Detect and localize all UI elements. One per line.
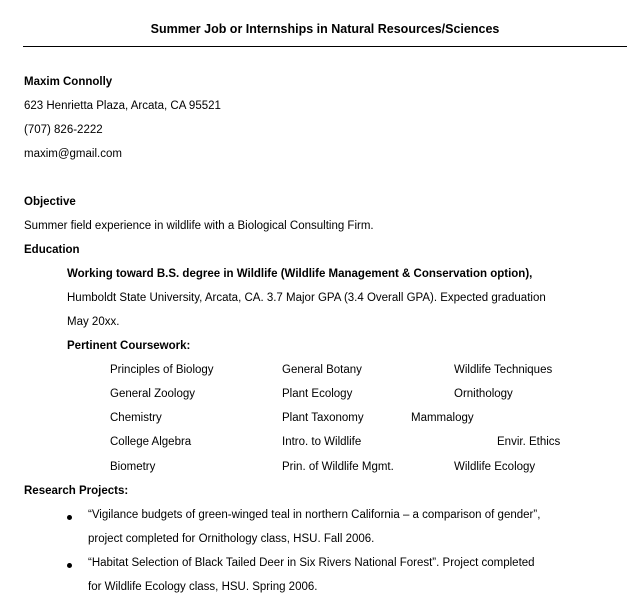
education-heading: Education: [24, 244, 80, 256]
bullet-icon: [67, 563, 72, 568]
bullet-icon: [67, 515, 72, 520]
contact-address: 623 Henrietta Plaza, Arcata, CA 95521: [24, 100, 221, 112]
course-item: Envir. Ethics: [497, 436, 561, 448]
course-item: Intro. to Wildlife: [282, 436, 362, 448]
course-item: College Algebra: [110, 436, 192, 448]
course-item: Biometry: [110, 461, 156, 473]
course-item: Mammalogy: [411, 412, 474, 424]
course-item: Ornithology: [454, 388, 513, 400]
objective-heading: Objective: [24, 196, 76, 208]
research-heading: Research Projects:: [24, 485, 129, 497]
course-item: General Botany: [282, 364, 362, 376]
coursework-heading: Pertinent Coursework:: [67, 340, 191, 352]
education-details: Humboldt State University, Arcata, CA. 3.7 Major GPA (3.4 Overall GPA). Expected graduation: [67, 292, 546, 304]
contact-email: maxim@gmail.com: [24, 148, 122, 160]
education-graduation: May 20xx.: [67, 316, 120, 328]
course-item: General Zoology: [110, 388, 196, 400]
contact-phone: (707) 826-2222: [24, 124, 103, 136]
course-item: Plant Ecology: [282, 388, 353, 400]
project-title: “Habitat Selection of Black Tailed Deer in Six Rivers National Forest”. Project completed: [88, 557, 535, 569]
course-item: Plant Taxonomy: [282, 412, 364, 424]
education-degree: Working toward B.S. degree in Wildlife (Wildlife Management & Conservation option),: [67, 268, 533, 280]
project-details: project completed for Ornithology class, HSU. Fall 2006.: [88, 533, 375, 545]
document-title: Summer Job or Internships in Natural Resources/Sciences: [150, 22, 500, 36]
course-item: Wildlife Ecology: [454, 461, 536, 473]
title-divider: [23, 46, 627, 47]
course-item: Wildlife Techniques: [454, 364, 553, 376]
course-item: Principles of Biology: [110, 364, 214, 376]
project-title: “Vigilance budgets of green-winged teal in northern California – a comparison of gender”,: [88, 509, 541, 521]
contact-name: Maxim Connolly: [24, 76, 113, 88]
course-item: Prin. of Wildlife Mgmt.: [282, 461, 394, 473]
project-details: for Wildlife Ecology class, HSU. Spring 2006.: [88, 581, 318, 593]
objective-text: Summer field experience in wildlife with a Biological Consulting Firm.: [24, 220, 374, 232]
course-item: Chemistry: [110, 412, 162, 424]
